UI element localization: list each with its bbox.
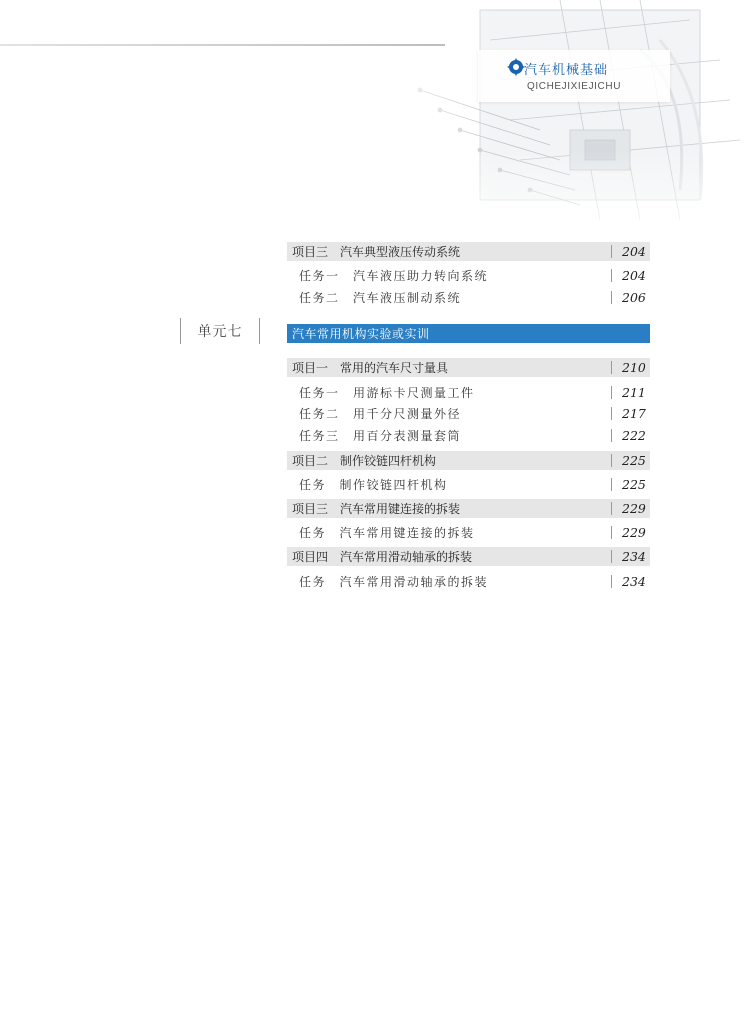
toc-page-number: 222: [622, 428, 646, 443]
page-separator: [611, 386, 612, 399]
toc-page-number: 211: [622, 385, 646, 400]
logo-subtitle: QICHEJIXIEJICHU: [527, 81, 622, 92]
toc-page-number: 225: [622, 477, 646, 492]
toc-entry-label: 任务 汽车常用滑动轴承的拆装: [299, 575, 489, 589]
toc-task-row[interactable]: [287, 404, 650, 423]
toc-entry-label: 任务 制作铰链四杆机构: [299, 478, 448, 492]
unit-label-text: 单元七: [197, 324, 243, 340]
unit-title: 汽车常用机构实验或实训: [292, 327, 430, 341]
toc-entry-label: 任务三 用百分表测量套筒: [299, 429, 462, 443]
page-separator: [611, 526, 612, 539]
header-technical-drawing: [360, 0, 750, 250]
logo-title: 汽车机械基础: [524, 63, 609, 78]
toc-task-row[interactable]: [287, 383, 650, 402]
page-separator: [611, 361, 612, 374]
page-separator: [611, 291, 612, 304]
toc-page-number: 217: [622, 406, 646, 421]
toc-entry-label: 项目四 汽车常用滑动轴承的拆装: [292, 550, 473, 564]
page-separator: [611, 269, 612, 282]
page-separator: [611, 502, 612, 515]
toc-entry-label: 任务 汽车常用键连接的拆装: [299, 526, 475, 540]
page-separator: [611, 550, 612, 563]
toc-task-row[interactable]: [287, 266, 650, 285]
toc-entry-label: 项目三 汽车常用键连接的拆装: [292, 502, 461, 516]
toc-entry-label: 任务一 用游标卡尺测量工件: [299, 386, 475, 400]
page-separator: [611, 478, 612, 491]
toc-entry-label: 项目三 汽车典型液压传动系统: [292, 245, 461, 259]
toc-project-row[interactable]: [287, 499, 650, 518]
page-separator: [611, 454, 612, 467]
unit-label-left-bar: [180, 318, 181, 344]
toc-project-row[interactable]: [287, 547, 650, 566]
toc-entry-label: 项目一 常用的汽车尺寸量具: [292, 361, 449, 375]
toc-page-number: 204: [622, 244, 646, 259]
toc-task-row[interactable]: [287, 426, 650, 445]
page-separator: [611, 407, 612, 420]
unit-label: [180, 318, 260, 344]
toc-task-row[interactable]: [287, 572, 650, 591]
toc-task-row[interactable]: [287, 523, 650, 542]
page-separator: [611, 245, 612, 258]
page-separator: [611, 575, 612, 588]
toc-entry-label: 项目二 制作铰链四杆机构: [292, 454, 437, 468]
toc-project-row[interactable]: [287, 242, 650, 261]
toc-page-number: 229: [622, 525, 646, 540]
unit-title-bar[interactable]: [287, 324, 650, 343]
gear-logo-icon: [507, 58, 525, 76]
toc-project-row[interactable]: [287, 358, 650, 377]
toc-task-row[interactable]: [287, 288, 650, 307]
toc-page-number: 210: [622, 360, 646, 375]
toc-entry-label: 任务二 用千分尺测量外径: [299, 407, 462, 421]
toc-entry-label: 任务二 汽车液压制动系统: [299, 291, 462, 305]
toc-page-number: 204: [622, 268, 646, 283]
toc-project-row[interactable]: [287, 451, 650, 470]
header-rule: [0, 44, 445, 46]
unit-label-right-bar: [259, 318, 260, 344]
toc-entry-label: 任务一 汽车液压助力转向系统: [299, 269, 489, 283]
toc-page-number: 234: [622, 549, 646, 564]
toc-task-row[interactable]: [287, 475, 650, 494]
toc-page-number: 229: [622, 501, 646, 516]
toc-page-number: 234: [622, 574, 646, 589]
page-separator: [611, 429, 612, 442]
toc-page-number: 225: [622, 453, 646, 468]
toc-page-number: 206: [622, 290, 646, 305]
